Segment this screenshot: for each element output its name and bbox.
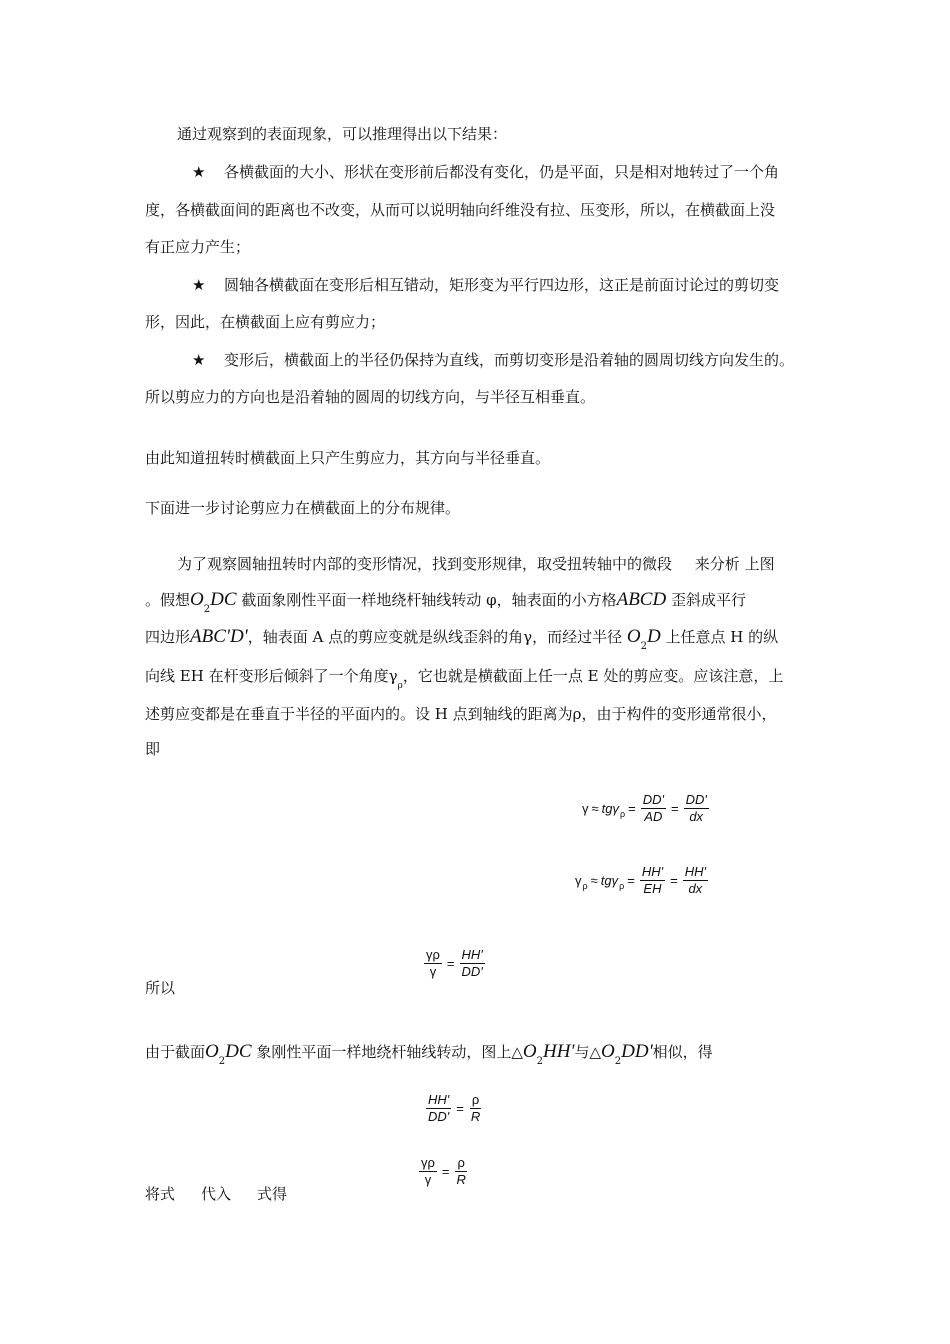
- sim-d: 相似，得: [652, 1043, 713, 1061]
- equation-3: [422, 947, 487, 980]
- eq3-equals: =: [446, 956, 455, 971]
- eq4-frac1: $\frac{HH'}{DD'}$: [428, 1092, 450, 1124]
- symbol-O: O: [190, 589, 204, 610]
- eq1-approx: ≈: [591, 801, 599, 816]
- equation-4: [424, 1092, 484, 1125]
- eq2-frac2: $\frac{HH'}{dx}$: [684, 864, 706, 896]
- eq1-equals: =: [628, 801, 636, 816]
- symbol-DC: DC: [210, 589, 237, 610]
- subscript-2: 2: [203, 604, 211, 615]
- main-line2: [145, 590, 746, 613]
- bullet1-line3: 有正应力产生；: [145, 238, 251, 256]
- star-icon: ★: [192, 163, 206, 181]
- symbol-O: O: [205, 1041, 219, 1062]
- similarity-line: [145, 1042, 713, 1065]
- conclusion-text: 由此知道扭转时横截面上只产生剪应力，其方向与半径垂直。: [145, 449, 551, 467]
- equation-1: [582, 792, 711, 825]
- main-line2-b: 截面象刚性平面一样地绕杆轴线转动 φ，轴表面的小方格: [241, 591, 617, 609]
- bullet2-line2: 形，因此，在横截面上应有剪应力；: [145, 313, 386, 331]
- eq2-equals: =: [627, 873, 635, 888]
- bullet1-line1: 各横截面的大小、形状在变形前后都没有变化，仍是平面，只是相对地转过了一个角: [224, 163, 780, 181]
- main-line1: [177, 554, 775, 574]
- subscript-2: 2: [640, 641, 647, 652]
- main-line3-b: ，轴表面 A 点的剪应变就是纵线歪斜的角γ，而经过半径: [247, 628, 623, 646]
- eq1-frac2: $\frac{DD'}{dx}$: [685, 792, 707, 824]
- symbol-O: O: [522, 1041, 537, 1062]
- main-line4-a: 向线 EH 在杆变形后倾斜了一个角度γ: [145, 667, 398, 685]
- eq2-tg: tgγ: [600, 873, 619, 888]
- star-icon: ★: [192, 276, 206, 294]
- main-line3-c: 上任意点 H 的纵: [665, 628, 779, 646]
- sim-b: 象刚性平面一样地绕杆轴线转动，图上△: [256, 1043, 523, 1061]
- eq5-frac2: $\frac{\rho}{R}$: [456, 1155, 466, 1187]
- main-line3: [145, 627, 778, 650]
- eq2-approx: ≈: [590, 873, 598, 888]
- symbol-ABCpDp: ABC'D': [190, 626, 248, 647]
- eq1-sub: ρ: [619, 808, 626, 819]
- symbol-O: O: [601, 1041, 615, 1062]
- symbol-DC: DC: [225, 1041, 252, 1062]
- eq1-frac1: $\frac{DD'}{AD}$: [642, 792, 664, 824]
- main-line4: [145, 666, 783, 689]
- symbol-ABCD: ABCD: [616, 589, 667, 610]
- equation-5: [417, 1155, 470, 1188]
- main-line4-b: ，它也就是横截面上任一点 E 处的剪应变。应该注意，上: [402, 667, 784, 685]
- symbol-O: O: [626, 626, 641, 647]
- intro-text: 通过观察到的表面现象，可以推理得出以下结果：: [177, 125, 508, 143]
- eq2-gamma: γ: [575, 873, 582, 888]
- eq1-equals2: =: [670, 801, 679, 816]
- final-b: 代入: [201, 1185, 232, 1203]
- suoyi-text: 所以: [145, 979, 176, 997]
- main-line1-tail: 来分析 上图: [694, 555, 775, 573]
- eq5-frac1: $\frac{\gamma\rho}{\gamma}$: [421, 1155, 435, 1187]
- symbol-HHp: HH': [542, 1041, 575, 1062]
- symbol-D: D: [646, 626, 661, 647]
- eq3-frac1: $\frac{\gamma\rho}{\gamma}$: [426, 947, 440, 979]
- next-text: 下面进一步讨论剪应力在横截面上的分布规律。: [145, 499, 461, 517]
- subscript-2: 2: [218, 1056, 226, 1067]
- bullet1-line2: 度，各横截面间的距离也不改变，从而可以说明轴向纤维没有拉、压变形，所以，在横截面上没: [145, 201, 776, 219]
- eq5-equals: =: [441, 1164, 450, 1179]
- equation-2: [575, 864, 710, 897]
- final-a: 将式: [145, 1185, 176, 1203]
- eq4-equals: =: [456, 1101, 464, 1116]
- final-line: [145, 1184, 287, 1204]
- main-line1-text: 为了观察圆轴扭转时内部的变形情况，找到变形规律，取受扭转轴中的微段: [177, 555, 673, 573]
- bullet3-line1: 变形后，横截面上的半径仍保持为直线，而剪切变形是沿着轴的圆周切线方向发生的。: [224, 351, 795, 369]
- eq2-frac1: $\frac{HH'}{EH}$: [641, 864, 664, 896]
- eq1-tg: tgγ: [601, 801, 619, 816]
- main-line2-a: 。假想: [145, 591, 191, 609]
- symbol-DDp: DD': [621, 1041, 653, 1062]
- eq2-lsub: ρ: [582, 880, 588, 891]
- bullet2-line1: 圆轴各横截面在变形后相互错动，矩形变为平行四边形，这正是前面讨论过的剪切变: [224, 276, 780, 294]
- eq3-frac2: $\frac{HH'}{DD'}$: [461, 947, 483, 979]
- main-line6: 即: [145, 740, 161, 758]
- eq2-equals2: =: [670, 873, 678, 888]
- subscript-2: 2: [614, 1056, 622, 1067]
- main-line2-c: 歪斜成平行: [670, 591, 746, 609]
- eq1-gamma: γ: [582, 801, 589, 816]
- sim-a: 由于截面: [145, 1043, 206, 1061]
- eq4-frac2: $\frac{\rho}{R}$: [470, 1092, 481, 1124]
- eq2-sub: ρ: [619, 880, 625, 891]
- subscript-rho: ρ: [397, 681, 403, 691]
- main-line3-a: 四边形: [145, 628, 191, 646]
- sim-c: 与△: [574, 1043, 602, 1061]
- final-c: 式得: [257, 1185, 288, 1203]
- star-icon: ★: [192, 351, 206, 369]
- main-line5: 述剪应变都是在垂直于半径的平面内的。设 H 点到轴线的距离为ρ，由于构件的变形通常很小，: [145, 705, 777, 723]
- bullet3-line2: 所以剪应力的方向也是沿着轴的圆周的切线方向，与半径互相垂直。: [145, 388, 596, 406]
- subscript-2: 2: [536, 1056, 543, 1067]
